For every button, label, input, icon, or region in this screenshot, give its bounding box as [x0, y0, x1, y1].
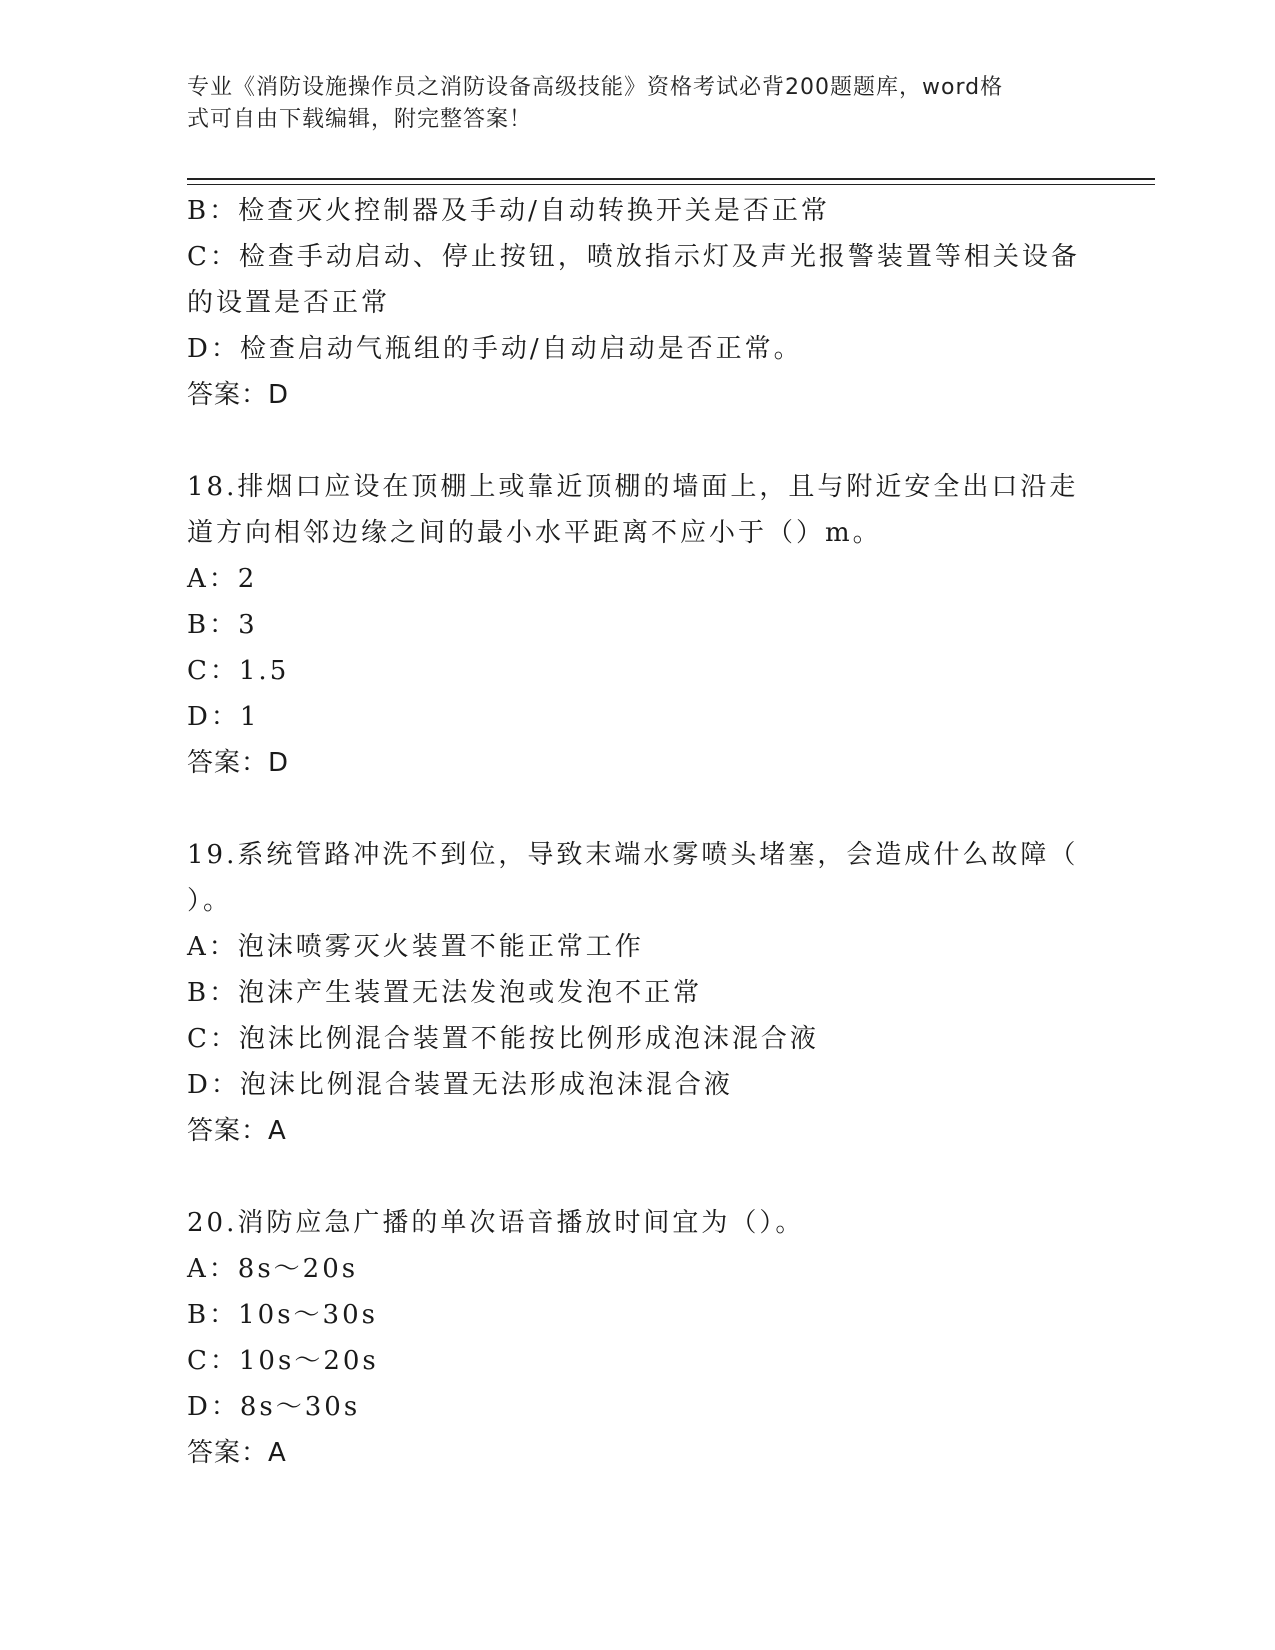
- question-stem-line: 20.消防应急广播的单次语音播放时间宜为（）。: [187, 1208, 805, 1238]
- option-a: A：8s～20s: [187, 1254, 359, 1284]
- option-b: B：检查灭火控制器及手动/自动转换开关是否正常: [187, 196, 830, 226]
- option-d: D：检查启动气瓶组的手动/自动启动是否正常。: [187, 334, 803, 364]
- header-divider-thin: [187, 184, 1155, 185]
- option-c-continued: 的设置是否正常: [187, 288, 391, 318]
- option-a: A：泡沫喷雾灭火装置不能正常工作: [187, 932, 644, 962]
- header-divider-thick: [187, 178, 1155, 180]
- question-stem-line: 19.系统管路冲洗不到位，导致末端水雾喷头堵塞，会造成什么故障（: [187, 840, 1079, 870]
- spacer: [187, 418, 1087, 464]
- question-stem-line: 18.排烟口应设在顶棚上或靠近顶棚的墙面上，且与附近安全出口沿走: [187, 472, 1079, 502]
- option-b: B：泡沫产生装置无法发泡或发泡不正常: [187, 978, 703, 1008]
- spacer: [187, 1154, 1087, 1200]
- answer-line: 答案：A: [187, 1438, 287, 1468]
- header-line-1: 专业《消防设施操作员之消防设备高级技能》资格考试必背200题题库，word格: [187, 75, 1004, 100]
- question-stem-line: ）。: [187, 886, 233, 916]
- answer-line: 答案：D: [187, 380, 290, 410]
- option-d: D：8s～30s: [187, 1392, 361, 1422]
- option-d: D：泡沫比例混合装置无法形成泡沫混合液: [187, 1070, 733, 1100]
- option-d: D：1: [187, 702, 260, 732]
- option-b: B：10s～30s: [187, 1300, 378, 1330]
- answer-line: 答案：A: [187, 1116, 287, 1146]
- question-list: [187, 188, 1087, 1476]
- question-block-18: [187, 464, 1087, 786]
- option-a: A：2: [187, 564, 258, 594]
- option-c: C：1.5: [187, 656, 290, 686]
- header-line-2: 式可自由下载编辑，附完整答案！: [187, 107, 533, 132]
- document-header: [187, 72, 1067, 136]
- option-c: C：检查手动启动、停止按钮，喷放指示灯及声光报警装置等相关设备: [187, 242, 1080, 272]
- spacer: [187, 786, 1087, 832]
- question-block-19: [187, 832, 1087, 1154]
- question-block-20: [187, 1200, 1087, 1476]
- question-stem-line: 道方向相邻边缘之间的最小水平距离不应小于（）m。: [187, 518, 882, 548]
- answer-line: 答案：D: [187, 748, 290, 778]
- option-c: C：10s～20s: [187, 1346, 379, 1376]
- question-block-prev: [187, 188, 1087, 418]
- option-c: C：泡沫比例混合装置不能按比例形成泡沫混合液: [187, 1024, 819, 1054]
- option-b: B：3: [187, 610, 258, 640]
